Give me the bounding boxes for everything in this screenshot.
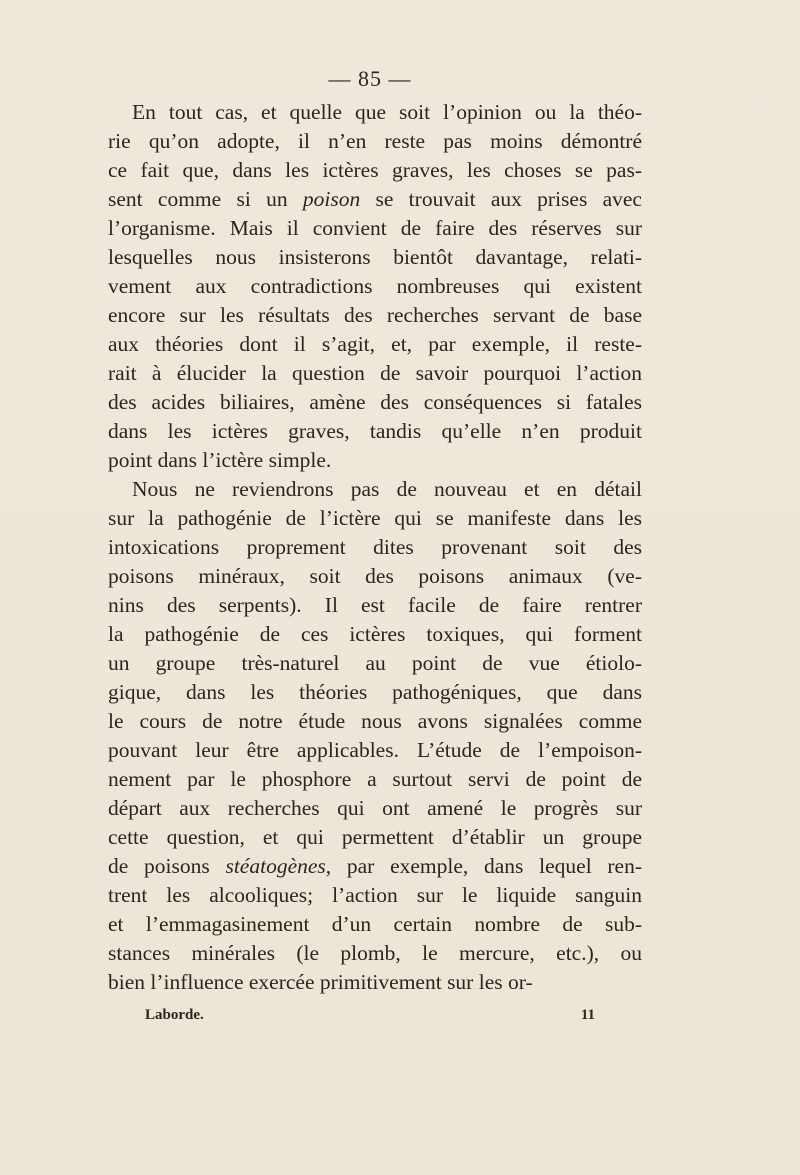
text-line: cette question, et qui permettent d’établir un groupe: [108, 825, 642, 849]
text-segment: se trouvait aux prises avec: [360, 187, 642, 211]
emphasized-term: stéatogènes: [225, 854, 326, 878]
text-line: dans les ictères graves, tandis qu’elle n’en produit: [108, 419, 642, 443]
text-line: le cours de notre étude nous avons signalées comme: [108, 709, 642, 733]
text-line: Nous ne reviendrons pas de nouveau et en détail: [132, 477, 642, 501]
text-line: trent les alcooliques; l’action sur le liquide sanguin: [108, 883, 642, 907]
text-line: gique, dans les théories pathogéniques, que dans: [108, 680, 642, 704]
footer-signature-mark: 11: [580, 1007, 595, 1023]
body-text: [108, 98, 642, 997]
text-line: nins des serpents). Il est facile de faire rentrer: [108, 593, 642, 617]
text-segment: sent comme si un: [108, 187, 303, 211]
text-line: En tout cas, et quelle que soit l’opinion ou la théo-: [132, 100, 642, 124]
text-line: ce fait que, dans les ictères graves, les choses se pas-: [108, 158, 642, 182]
text-line: la pathogénie de ces ictères toxiques, qui forment: [108, 622, 642, 646]
text-line: lesquelles nous insisterons bientôt davantage, relati-: [108, 245, 642, 269]
text-line: [108, 185, 642, 214]
text-line: l’organisme. Mais il convient de faire des réserves sur: [108, 216, 642, 240]
text-line: encore sur les résultats des recherches servant de base: [108, 303, 642, 327]
emphasized-term: poison: [302, 187, 361, 211]
text-line: aux théories dont il s’agit, et, par exemple, il reste-: [108, 332, 642, 356]
paragraph-1: [108, 98, 642, 475]
text-line: départ aux recherches qui ont amené le progrès sur: [108, 796, 642, 820]
text-line: poisons minéraux, soit des poisons animaux (ve-: [108, 564, 642, 588]
text-line: [108, 852, 642, 881]
text-line: bien l’influence exercée primitivement sur les or-: [108, 970, 533, 994]
footer: [145, 1007, 595, 1024]
text-segment: , par exemple, dans lequel ren-: [325, 854, 643, 878]
text-line: pouvant leur être applicables. L’étude de l’empoison-: [108, 738, 642, 762]
page-number: — 85 —: [328, 66, 412, 91]
text-line: point dans l’ictère simple.: [108, 448, 332, 472]
text-line: et l’emmagasinement d’un certain nombre de sub-: [108, 912, 642, 936]
text-line: rie qu’on adopte, il n’en reste pas moins démontré: [108, 129, 642, 153]
text-line: stances minérales (le plomb, le mercure, etc.), ou: [108, 941, 642, 965]
text-line: des acides biliaires, amène des conséquences si fatales: [108, 390, 642, 414]
text-line: intoxications proprement dites provenant soit des: [108, 535, 642, 559]
text-line: vement aux contradictions nombreuses qui existent: [108, 274, 642, 298]
footer-author: Laborde.: [145, 1007, 204, 1023]
paragraph-2: [108, 475, 642, 997]
text-segment: de poisons: [108, 854, 226, 878]
text-line: sur la pathogénie de l’ictère qui se manifeste dans les: [108, 506, 642, 530]
text-line: un groupe très-naturel au point de vue étiolo-: [108, 651, 642, 675]
text-line: nement par le phosphore a surtout servi de point de: [108, 767, 642, 791]
text-line: rait à élucider la question de savoir pourquoi l’action: [108, 361, 642, 385]
